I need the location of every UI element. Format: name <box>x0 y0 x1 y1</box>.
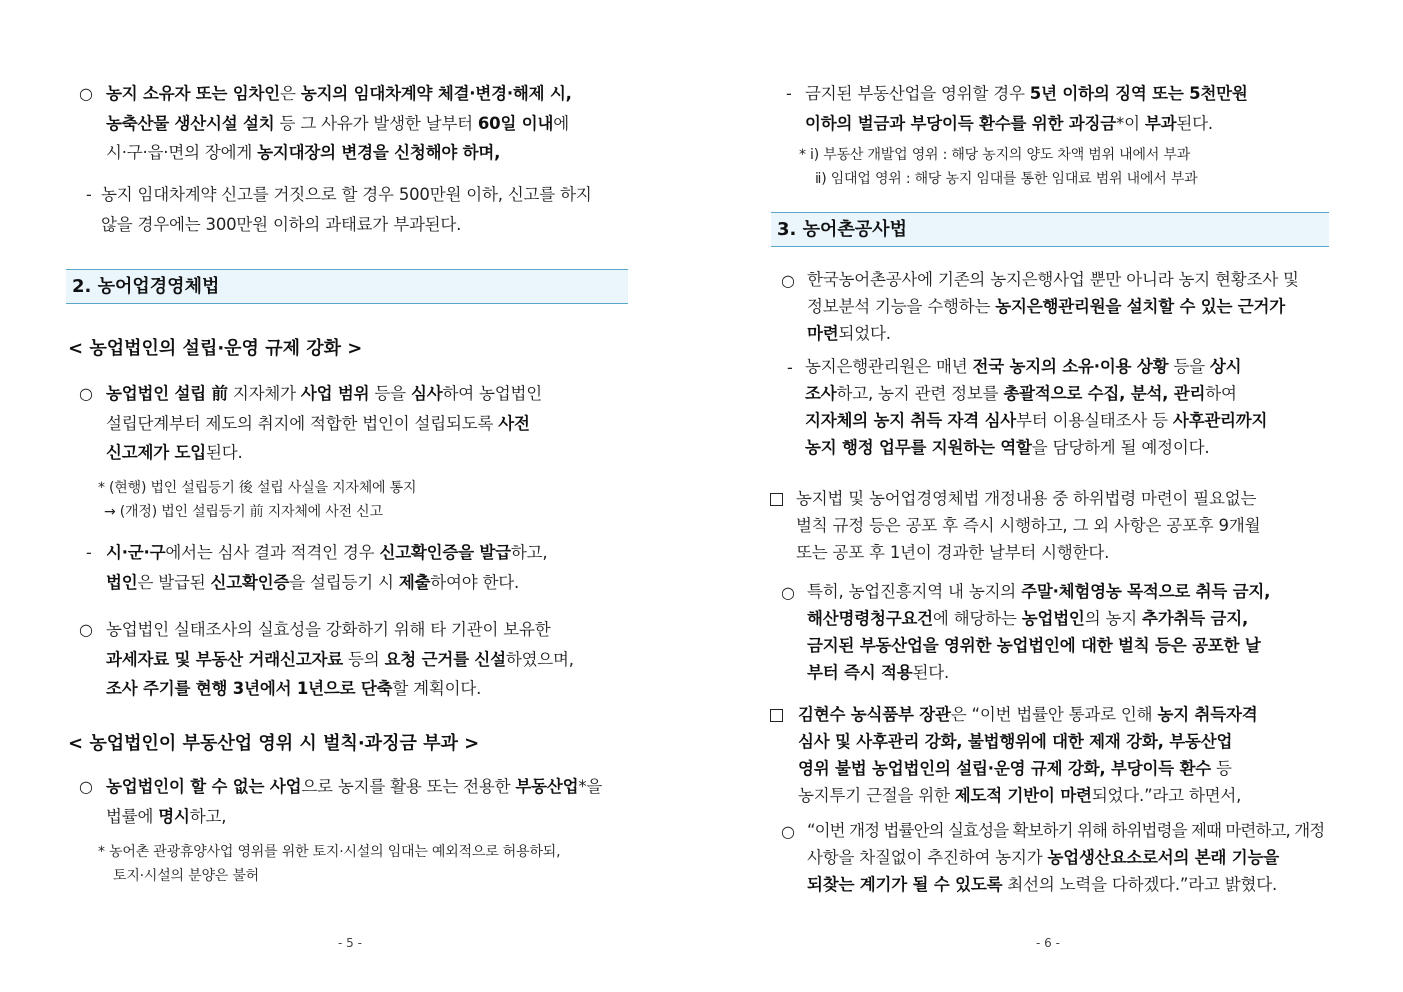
text-line <box>796 539 1339 566</box>
emphasis-text: 과세자료 및 부동산 거래신고자료 <box>106 649 343 669</box>
text-segment: 된다. <box>912 663 950 682</box>
emphasis-text: 부터 즉시 적용 <box>807 663 913 682</box>
emphasis-text: 농축산물 생산시설 설치 <box>106 113 275 133</box>
bullet-circle: ○ <box>79 620 93 639</box>
text-line <box>798 728 1339 755</box>
text-line <box>807 293 1339 320</box>
text-line <box>106 109 636 139</box>
text-segment: 등을 <box>1168 357 1210 376</box>
text-line <box>106 802 636 832</box>
text-line <box>106 538 636 568</box>
text-segment: *이 <box>1116 113 1145 133</box>
text-segment: 의 농지 <box>1084 609 1142 628</box>
text-segment: 하여 <box>1205 384 1237 403</box>
emphasis-text: 금지된 부동산업을 영위한 농업법인에 대한 벌칙 등은 공포한 날 <box>807 636 1261 655</box>
text-segment: 시·구·읍·면의 장에게 <box>106 143 258 162</box>
text-segment: 할 계획이다. <box>392 679 482 698</box>
bullet-dash: - <box>86 185 92 204</box>
paragraph-minister-quote <box>798 701 1339 809</box>
text-segment: 법률에 <box>106 806 159 826</box>
section-heading-2: 2. 농어업경영체법 <box>66 269 628 304</box>
emphasis-text: 농업법인 설립 前 <box>106 384 228 403</box>
note-line: 토지·시설의 분양은 불허 <box>113 868 259 884</box>
text-line <box>805 353 1339 380</box>
text-line <box>101 180 637 210</box>
text-line <box>106 409 636 439</box>
text-line <box>796 512 1339 539</box>
text-segment: 을 담당하게 될 예정이다. <box>1031 438 1210 457</box>
emphasis-text: 부과 <box>1144 113 1177 133</box>
text-line <box>798 755 1339 782</box>
text-line <box>807 578 1339 605</box>
text-segment: 설립단계부터 제도의 취지에 적합한 법인이 설립되도록 <box>106 413 499 433</box>
emphasis-text: 신고확인증을 발급 <box>379 543 511 562</box>
emphasis-text: 지자체의 농지 취득 자격 심사 <box>805 411 1017 430</box>
paragraph-farmland-bank <box>807 266 1339 347</box>
paragraph-bank-role <box>805 353 1339 461</box>
emphasis-text: 이하의 벌금과 부당이득 환수를 위한 과징금 <box>805 113 1117 133</box>
text-line <box>807 817 1339 844</box>
bullet-circle: ○ <box>79 84 93 103</box>
text-segment: 은 <box>280 84 301 103</box>
text-segment: 사항을 차질없이 추진하여 농지가 <box>807 848 1048 867</box>
text-segment: 되었다.”라고 하면서, <box>1091 786 1242 805</box>
emphasis-text: 조사 <box>805 384 837 403</box>
bullet-circle: ○ <box>781 583 795 602</box>
text-segment: 하고, <box>510 543 548 562</box>
text-line <box>106 772 636 802</box>
text-line <box>805 109 1339 139</box>
emphasis-text: 사업 범위 <box>300 384 370 403</box>
subheading-regulation: < 농업법인의 설립·운영 규제 강화 > <box>68 338 363 359</box>
emphasis-text: 전국 농지의 소유·이용 상황 <box>972 357 1169 376</box>
text-segment: 된다. <box>205 443 243 462</box>
paragraph-immediate-apply <box>807 578 1339 686</box>
text-line <box>798 782 1339 809</box>
emphasis-text: 제도적 기반이 마련 <box>954 786 1092 805</box>
text-line <box>805 407 1339 434</box>
bullet-circle: ○ <box>781 271 795 290</box>
page-number: - 6 - <box>1036 936 1060 950</box>
text-line <box>807 632 1339 659</box>
paragraph-prohibited-business <box>106 772 636 831</box>
emphasis-text: 영위 불법 농업법인의 설립·운영 규제 강화, 부당이득 환수 <box>798 759 1211 778</box>
text-line <box>807 871 1339 898</box>
text-segment: 등의 <box>342 649 385 669</box>
text-line <box>106 79 636 109</box>
text-segment: 않을 경우에는 300만원 이하의 과태료가 부과된다. <box>101 214 462 234</box>
text-segment: 등 그 사유가 발생한 날부터 <box>274 113 478 133</box>
emphasis-text: 주말·체험영농 목적으로 취득 금지, <box>1021 582 1271 601</box>
text-segment: 농지 임대차계약 신고를 거짓으로 할 경우 500만원 이하, 신고를 하지 <box>101 185 592 204</box>
text-segment: 농업법인 실태조사의 실효성을 강화하기 위해 타 기관이 보유한 <box>106 620 551 639</box>
text-segment: 하여 농업법인 <box>442 384 542 403</box>
bullet-dash: - <box>86 543 92 562</box>
emphasis-text: 김현수 농식품부 장관 <box>798 705 951 724</box>
text-line <box>798 701 1339 728</box>
text-segment: *을 <box>578 777 603 796</box>
emphasis-text: 5년 이하의 징역 또는 5천만원 <box>1029 84 1248 103</box>
text-segment: 하였으며, <box>505 649 574 669</box>
paragraph-enforcement <box>796 485 1339 566</box>
text-line <box>106 674 636 704</box>
left-page <box>0 0 701 992</box>
text-segment: 등을 <box>369 384 411 403</box>
text-segment: 벌칙 규정 등은 공포 후 즉시 시행하고, 그 외 사항은 공포후 9개월 <box>796 516 1261 535</box>
page-number: - 5 - <box>338 936 362 950</box>
bullet-circle: ○ <box>79 384 93 403</box>
text-segment: 정보분석 기능을 수행하는 <box>807 297 996 316</box>
text-line <box>106 645 636 675</box>
emphasis-text: 농지 취득자격 <box>1157 705 1258 724</box>
emphasis-text: 법인 <box>106 572 138 592</box>
note-line: ⅱ) 임대업 영위 : 해당 농지 임대를 통한 임대료 범위 내에서 부과 <box>815 171 1198 187</box>
text-segment: 을 설립등기 시 <box>289 572 399 592</box>
text-line <box>807 605 1339 632</box>
emphasis-text: 상시 <box>1209 357 1242 376</box>
emphasis-text: 추가취득 금지, <box>1142 609 1249 628</box>
text-segment: 에서는 심사 결과 적격인 경우 <box>165 543 380 562</box>
text-segment: 등 <box>1210 759 1232 778</box>
bullet-dash: - <box>786 84 792 103</box>
text-line <box>106 438 636 468</box>
emphasis-text: 심사 및 사후관리 강화, 불법행위에 대한 제재 강화, 부동산업 <box>798 732 1233 751</box>
emphasis-text: 명시 <box>158 806 190 826</box>
paragraph-minister-closing <box>807 817 1339 898</box>
text-segment: 에 해당하는 <box>932 609 1022 628</box>
emphasis-text: 농지 행정 업무를 지원하는 역할 <box>805 438 1032 457</box>
emphasis-text: 농지은행관리원을 설치할 수 있는 근거가 <box>995 297 1286 316</box>
note-line: * ⅰ) 부동산 개발업 영위 : 해당 농지의 양도 차액 범위 내에서 부과 <box>799 147 1191 163</box>
paragraph-lease-report <box>106 79 636 168</box>
text-segment: 하여야 한다. <box>430 572 520 592</box>
emphasis-text: 농업법인 <box>1021 609 1085 628</box>
text-segment: 특히, 농업진흥지역 내 농지의 <box>807 582 1022 601</box>
note-line: → (개정) 법인 설립등기 前 지자체에 사전 신고 <box>104 504 383 520</box>
text-segment: 은 발급된 <box>137 572 211 592</box>
text-line <box>805 380 1339 407</box>
note-line: * (현행) 법인 설립등기 後 설립 사실을 지자체에 통지 <box>98 480 417 496</box>
text-segment: 농지은행관리원은 매년 <box>805 357 973 376</box>
note-line: * 농어촌 관광휴양사업 영위를 위한 토지·시설의 임대는 예외적으로 허용하되, <box>98 844 561 860</box>
emphasis-text: 농업생산요소로서의 본래 기능을 <box>1047 848 1279 867</box>
emphasis-text: 총괄적으로 수집, 분석, 관리 <box>1003 384 1206 403</box>
text-segment: 또는 공포 후 1년이 경과한 날부터 시행한다. <box>796 543 1110 562</box>
emphasis-text: 시·군·구 <box>106 543 166 562</box>
text-segment: “이번 개정 법률안의 실효성을 확보하기 위해 하위법령을 제때 마련하고, 개정 <box>807 821 1325 840</box>
bullet-circle: ○ <box>79 777 93 796</box>
emphasis-text: 60일 이내 <box>477 113 554 133</box>
text-line <box>805 79 1339 109</box>
paragraph-pre-report <box>106 379 636 468</box>
text-line <box>805 434 1339 461</box>
emphasis-text: 제출 <box>398 572 431 592</box>
text-segment: 하고, 농지 관련 정보를 <box>836 384 1004 403</box>
text-segment: 되었다. <box>838 324 891 343</box>
emphasis-text: 조사 주기를 현행 3년에서 1년으로 단축 <box>106 679 393 698</box>
text-line <box>807 266 1339 293</box>
text-line <box>807 659 1339 686</box>
text-line <box>807 320 1339 347</box>
subheading-penalty: < 농업법인이 부동산업 영위 시 벌칙·과징금 부과 > <box>68 733 480 754</box>
emphasis-text: 마련 <box>807 324 839 343</box>
text-line <box>796 485 1339 512</box>
text-line <box>807 844 1339 871</box>
emphasis-text: 농지 소유자 또는 임차인 <box>106 84 281 103</box>
text-segment: 에 <box>553 113 569 133</box>
section-heading-3: 3. 농어촌공사법 <box>771 212 1329 247</box>
text-line <box>106 138 636 168</box>
text-segment: 지자체가 <box>227 384 301 403</box>
text-segment: 최선의 노력을 다하겠다.”라고 밝혔다. <box>1002 875 1278 894</box>
emphasis-text: 부동산업 <box>515 777 579 796</box>
bullet-circle: ○ <box>781 822 795 841</box>
paragraph-fine <box>101 180 637 239</box>
text-segment: 농지투기 근절을 위한 <box>798 786 955 805</box>
text-line <box>106 379 636 409</box>
emphasis-text: 신고제가 도입 <box>106 443 206 462</box>
checkbox-square-icon <box>770 490 783 509</box>
emphasis-text: 사후관리까지 <box>1172 411 1268 430</box>
checkbox-square-icon <box>770 706 783 725</box>
text-segment: 농지법 및 농어업경영체법 개정내용 중 하위법령 마련이 필요없는 <box>796 489 1257 508</box>
footnote-surcharge <box>799 143 1339 191</box>
text-segment: 으로 농지를 활용 또는 전용한 <box>301 777 516 796</box>
paragraph-survey <box>106 615 636 704</box>
text-line <box>106 615 636 645</box>
emphasis-text: 되찾는 계기가 될 수 있도록 <box>807 875 1003 894</box>
emphasis-text: 사전 <box>498 413 530 433</box>
emphasis-text: 심사 <box>410 384 443 403</box>
text-line <box>106 568 636 598</box>
text-line <box>101 210 637 240</box>
emphasis-text: 농지대장의 변경을 신청해야 하며, <box>257 143 501 162</box>
text-segment: 은 “이번 법률안 통과로 인해 <box>950 705 1158 724</box>
paragraph-certificate <box>106 538 636 597</box>
emphasis-text: 농업법인이 할 수 없는 사업 <box>106 777 302 796</box>
right-page <box>701 0 1403 992</box>
emphasis-text: 요청 근거를 신설 <box>384 649 506 669</box>
bullet-dash: - <box>787 358 793 377</box>
emphasis-text: 신고확인증 <box>210 572 290 592</box>
emphasis-text: 농지의 임대차계약 체결·변경·해제 시, <box>300 84 572 103</box>
text-segment: 한국농어촌공사에 기존의 농지은행사업 뿐만 아니라 농지 현황조사 및 <box>807 270 1299 289</box>
paragraph-penalty-fine <box>805 79 1339 138</box>
footnote-current-revised <box>98 476 638 524</box>
emphasis-text: 해산명령청구요건 <box>807 609 933 628</box>
text-segment: 된다. <box>1176 113 1213 133</box>
text-segment: 부터 이용실태조사 등 <box>1016 411 1173 430</box>
footnote-rental-exception <box>98 840 643 888</box>
text-segment: 하고, <box>189 806 227 826</box>
text-segment: 금지된 부동산업을 영위할 경우 <box>805 84 1030 103</box>
